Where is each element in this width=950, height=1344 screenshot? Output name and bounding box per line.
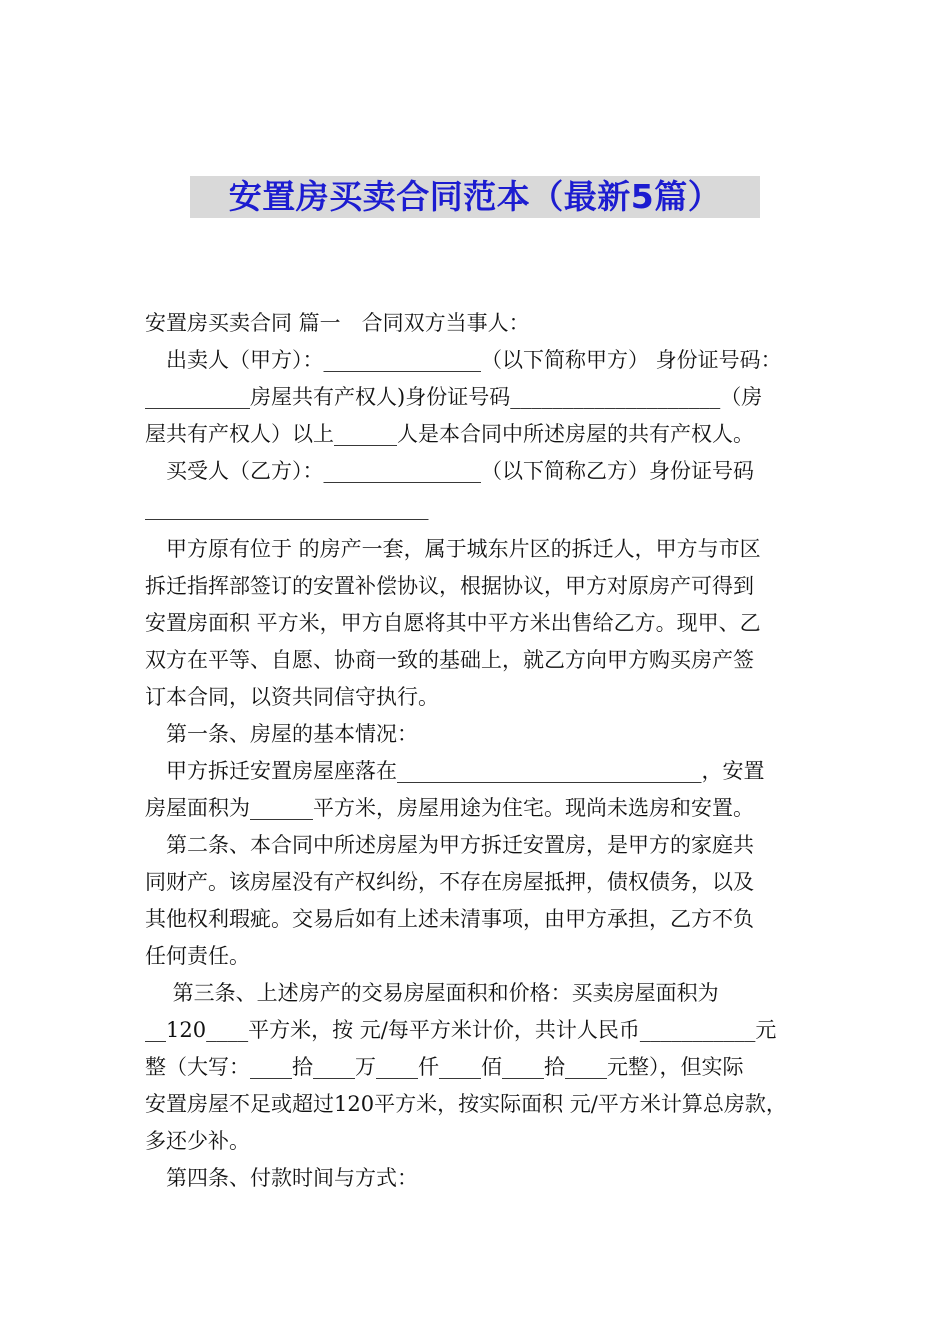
body-line: 第三条、上述房产的交易房屋面积和价格：买卖房屋面积为 (145, 981, 719, 1005)
body-line: 订本合同，以资共同信守执行。 (145, 685, 439, 709)
body-line: 整（大写：____拾____万____仟____佰____拾____元整），但实际 (145, 1055, 744, 1079)
body-line: 安置房面积 平方米，甲方自愿将其中平方米出售给乙方。现甲、乙 (145, 611, 761, 635)
body-line: 甲方拆迁安置房屋座落在_____________________________，安置 (145, 759, 765, 783)
body-line: __120____平方米，按 元/每平方米计价，共计人民币___________元 (145, 1018, 777, 1042)
body-line: 安置房买卖合同 篇一 合同双方当事人： (145, 311, 530, 335)
body-line: 多还少补。 (145, 1129, 250, 1153)
body-line: __________房屋共有产权人)身份证号码____________________（房 (145, 385, 763, 409)
body-line: 第四条、付款时间与方式： (145, 1166, 418, 1190)
body-line: 同财产。该房屋没有产权纠纷，不存在房屋抵押，债权债务，以及 (145, 870, 754, 894)
body-line: 双方在平等、自愿、协商一致的基础上，就乙方向甲方购买房产签 (145, 648, 754, 672)
body-line: 安置房屋不足或超过120平方米，按实际面积 元/平方米计算总房款， (145, 1092, 787, 1116)
body-line: 房屋面积为______平方米，房屋用途为住宅。现尚未选房和安置。 (145, 796, 754, 820)
body-line: 任何责任。 (145, 944, 250, 968)
body-line: 第二条、本合同中所述房屋为甲方拆迁安置房，是甲方的家庭共 (145, 833, 754, 857)
body-line: 买受人（乙方）：_______________（以下简称乙方）身份证号码 (145, 459, 754, 483)
document-title: 安置房买卖合同范本（最新5篇） (228, 177, 722, 216)
body-line: 屋共有产权人）以上______人是本合同中所述房屋的共有产权人。 (145, 422, 754, 446)
body-line: 第一条、房屋的基本情况： (145, 722, 418, 746)
body-line: 拆迁指挥部签订的安置补偿协议，根据协议，甲方对原房产可得到 (145, 574, 754, 598)
body-line: 出卖人（甲方）：_______________（以下简称甲方） 身份证号码： (145, 348, 782, 372)
body-line: 甲方原有位于 的房产一套，属于城东片区的拆迁人，甲方与市区 (145, 537, 761, 561)
body-line: 其他权利瑕疵。交易后如有上述未清事项，由甲方承担，乙方不负 (145, 907, 754, 931)
body-line: ___________________________ (145, 496, 429, 520)
